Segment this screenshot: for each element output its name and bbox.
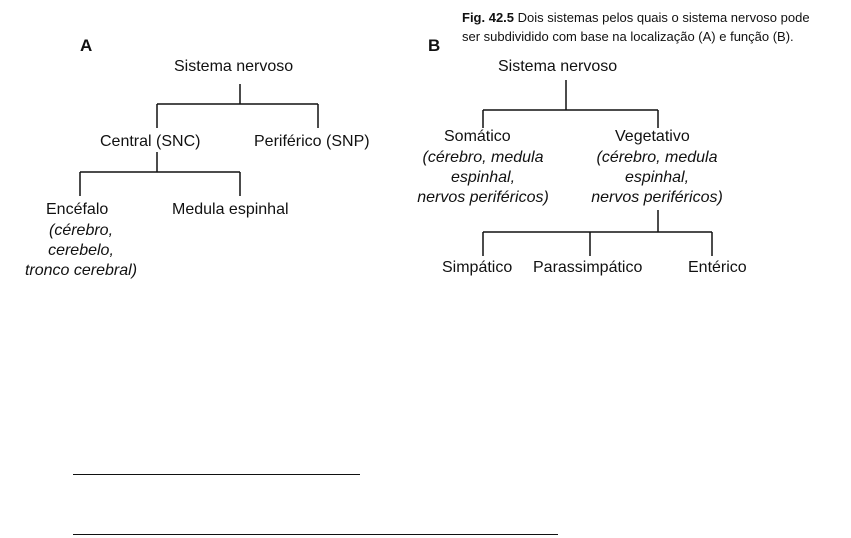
b-enteric-node: Entérico	[688, 259, 747, 276]
a-central-node: Central (SNC)	[100, 133, 201, 150]
a-spinal-cord-node: Medula espinhal	[172, 201, 289, 218]
a-encephalon-part: tronco cerebral)	[24, 262, 138, 279]
a-root-node: Sistema nervoso	[174, 58, 294, 75]
figure-caption	[462, 8, 810, 46]
a-encephalon-parts	[14, 221, 148, 281]
a-encephalon-part: (cérebro,	[48, 222, 114, 239]
b-sympathetic-node: Simpático	[442, 259, 513, 276]
b-vegetative-part: nervos periféricos)	[591, 189, 723, 206]
b-vegetative-node: Vegetativo	[615, 128, 690, 145]
b-parasympathetic-node: Parassimpático	[533, 259, 643, 276]
b-vegetative-parts	[574, 148, 740, 208]
b-root-node: Sistema nervoso	[498, 58, 618, 75]
caption-line1: Dois sistemas pelos quais o sistema nervoso pode	[514, 10, 810, 25]
b-somatic-part: espinhal,	[450, 169, 516, 186]
a-encephalon-node: Encéfalo	[46, 201, 109, 218]
b-somatic-part: nervos periféricos)	[417, 189, 549, 206]
caption-line2: ser subdividido com base na localização (A) e função (B).	[462, 29, 794, 44]
a-peripheral-node: Periférico (SNP)	[254, 133, 370, 150]
b-vegetative-part: espinhal,	[624, 169, 690, 186]
b-somatic-parts	[400, 148, 566, 208]
a-encephalon-part: cerebelo,	[48, 242, 114, 259]
b-somatic-part: (cérebro, medula	[422, 149, 544, 166]
blank-rule-long	[73, 534, 558, 535]
b-somatic-node: Somático	[444, 128, 511, 145]
caption-label: Fig. 42.5	[462, 10, 515, 25]
b-vegetative-part: (cérebro, medula	[596, 149, 718, 166]
diagram-a-letter: A	[80, 36, 93, 55]
blank-rule-short	[73, 474, 360, 475]
diagram-b-letter: B	[428, 36, 441, 55]
